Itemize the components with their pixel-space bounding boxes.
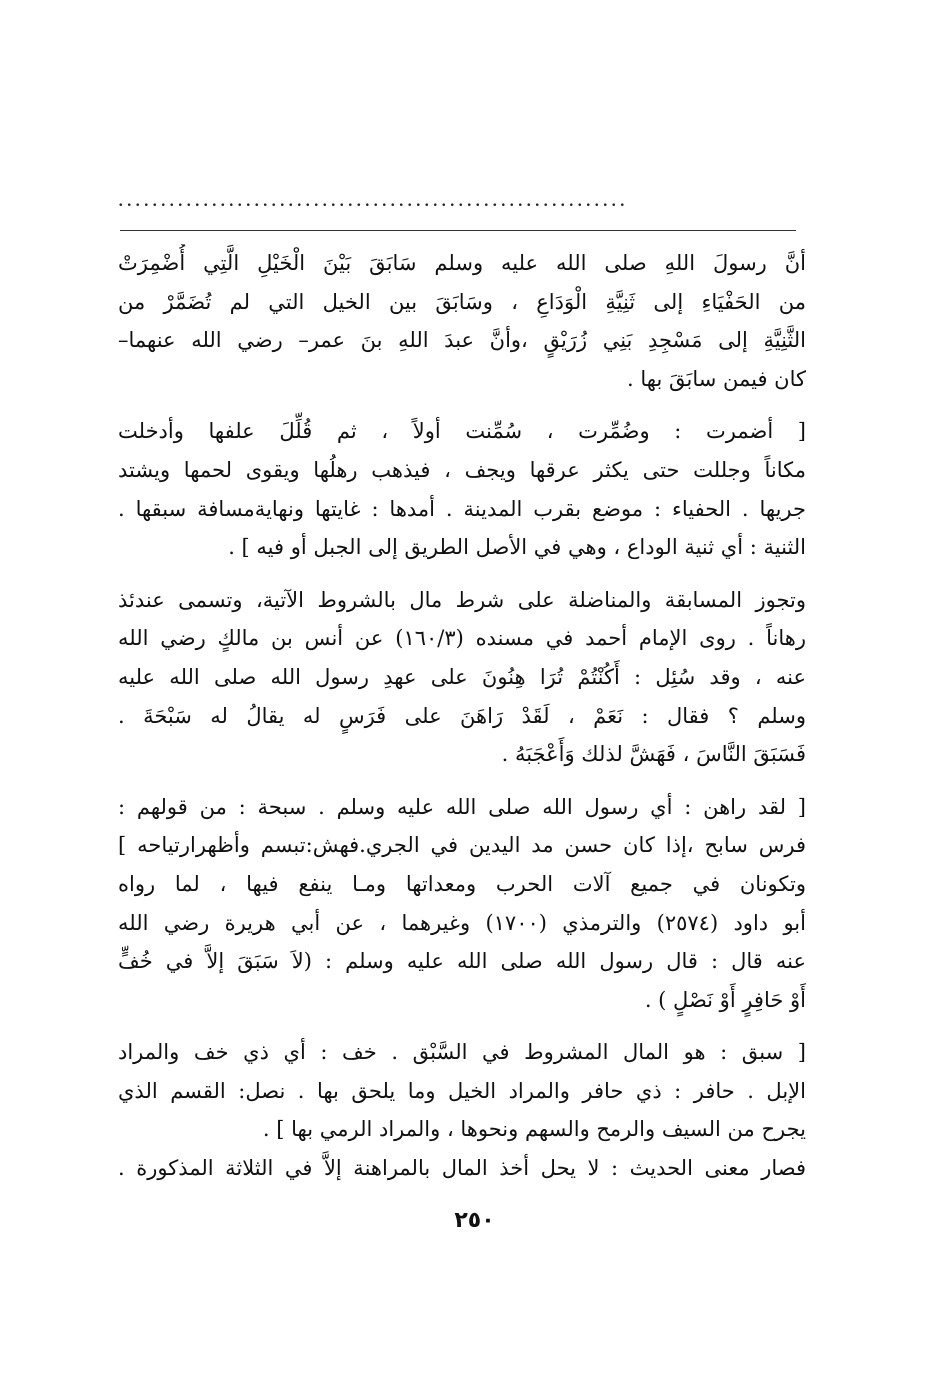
paragraph-glossary-2 bbox=[118, 788, 806, 1020]
text-line: الإبل . حافر : ذي حافر والمراد الخيل وما يلحق بها . نصل: القسم الذي bbox=[118, 1078, 806, 1103]
text-line: فرس سابح ،إذا كان حسن مد اليدين في الجري.فهش:تبسم وأظهرارتياحه ] bbox=[118, 833, 806, 858]
dotted-separator: ............................................................ bbox=[118, 186, 628, 211]
page-number: ٢٥٠ bbox=[454, 1208, 495, 1233]
text-line: فَسَبَقَ النَّاسَ ، فَهَشَّ لذلك وَأَعْجَبَهُ . bbox=[501, 742, 806, 767]
text-line: الثنية : أي ثنية الوداع ، وهي في الأصل الطريق إلى الجبل أو فيه ] . bbox=[228, 535, 806, 560]
text-line: كان فيمن سابَقَ بها . bbox=[627, 366, 806, 391]
text-line: أنَّ رسولَ اللهِ صلى الله عليه وسلم سَابَقَ بَيْنَ الْخَيْلِ الَّتِي أُضْمِرَتْ bbox=[118, 251, 806, 275]
text-line: وتجوز المسابقة والمناضلة على شرط مال بالشروط الآتية، وتسمى عندئذ bbox=[118, 587, 806, 612]
paragraph-betting bbox=[118, 581, 806, 774]
text-line: [ سبق : هو المال المشروط في السَّبْق . خف : أي ذي خف والمراد bbox=[118, 1040, 806, 1065]
text-line: رهاناً . روى الإمام أحمد في مسنده (١٦٠/٣) عن أنس بن مالكٍ رضي الله bbox=[118, 626, 806, 651]
text-line: عنه ، وقد سُئِل : أَكُنْتُمْ تُرَا هِنُونَ على عهدِ رسول الله صلى الله عليه bbox=[118, 664, 806, 689]
text-line: الثَّنِيَّةِ إلى مَسْجِدِ بَنِي زُرَيْقٍ ،وأنَّ عبدَ اللهِ بنَ عمر– رضي الله عنهما– bbox=[118, 328, 806, 353]
text-line: من الحَفْيَاءِ إلى ثَنِيَّةِ الْوَدَاعِ ، وسَابَقَ بين الخيل التي لم تُضَمَّرْ من bbox=[118, 289, 806, 314]
text-line: [ لقد راهن : أي رسول الله صلى الله عليه وسلم . سبحة : من قولهم : bbox=[118, 794, 806, 819]
text-line: أَوْ حَافِرٍ أَوْ نَصْلٍ ) . bbox=[644, 987, 806, 1012]
text-line: مكاناً وجللت حتى يكثر عرقها ويجف ، فيذهب رهلُها ويقوى لحمها ويشتد bbox=[118, 457, 806, 482]
text-line: أبو داود (٢٥٧٤) والترمذي (١٧٠٠) وغيرهما ، عن أبي هريرة رضي الله bbox=[118, 910, 806, 935]
paragraph-hadith-1 bbox=[118, 244, 806, 398]
page-body bbox=[118, 244, 806, 1188]
text-line: [ أضمرت : وضُمِّرت ، سُمِّنت أولاً ، ثم قُلِّلَ علفها وأدخلت bbox=[118, 419, 806, 444]
text-line: وتكونان في جميع آلات الحرب ومعداتها ومـا ينفع فيها ، لما رواه bbox=[118, 871, 806, 896]
paragraph-glossary-3 bbox=[118, 1033, 806, 1187]
text-line: يجرح من السيف والرمح والسهم ونحوها ، والمراد الرمي بها ] . bbox=[262, 1117, 806, 1142]
text-line: فصار معنى الحديث : لا يحل أخذ المال بالمراهنة إلاَّ في الثلاثة المذكورة . bbox=[118, 1156, 806, 1181]
text-line: جريها . الحفياء : موضع بقرب المدينة . أمدها : غايتها ونهايةمسافة سبقها . bbox=[118, 496, 806, 521]
paragraph-glossary-1 bbox=[118, 412, 806, 566]
text-line: وسلم ؟ فقال : نَعَمْ ، لَقَدْ رَاهَنَ على فَرَسٍ له يقالُ له سَبْحَةَ . bbox=[118, 703, 806, 728]
horizontal-rule bbox=[120, 230, 796, 231]
text-line: عنه قال : قال رسول الله صلى الله عليه وسلم : (لاَ سَبَقَ إلاَّ في خُفٍّ bbox=[118, 949, 806, 974]
